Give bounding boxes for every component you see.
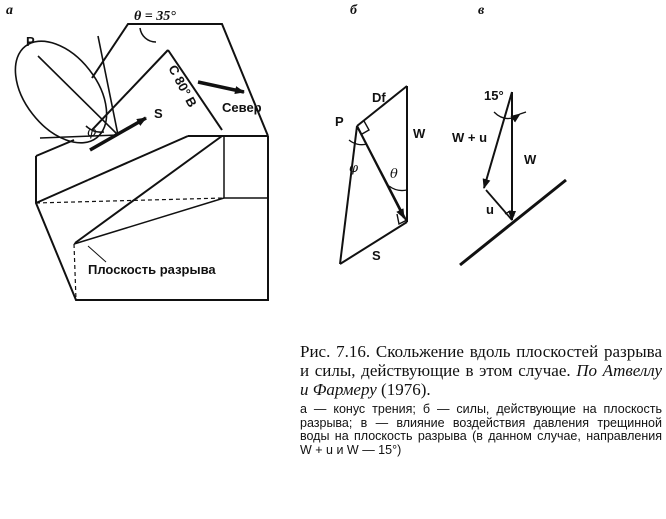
caption-year: (1976). bbox=[381, 380, 431, 399]
panel-c-letter: в bbox=[478, 3, 485, 18]
strike-label: С 80° В bbox=[165, 62, 201, 110]
panel-b-letter: б bbox=[350, 3, 357, 18]
phi-label-b: φ bbox=[349, 161, 359, 176]
p-label-b: P bbox=[335, 114, 344, 129]
u-label: u bbox=[486, 202, 494, 217]
s-label-b: S bbox=[372, 248, 381, 263]
panel-a-letter: а bbox=[6, 3, 13, 18]
w-label-b: W bbox=[413, 126, 426, 141]
s-label-a: S bbox=[154, 106, 163, 121]
water-pressure-diagram bbox=[460, 92, 566, 265]
theta-arc bbox=[140, 28, 156, 42]
wu-label: W + u bbox=[452, 130, 488, 145]
p-label-a: P bbox=[26, 34, 35, 49]
north-arrow bbox=[198, 82, 244, 92]
caption-legend: а — конус трения; б — силы, действующие на плоскость разрыва; в — влияние воздействия давления трещинной воды на плоскость разрыва (в данном случае, направления W + u и W — 15°) bbox=[300, 402, 662, 457]
caption-lead: Рис. 7.16. Скольжение вдоль плоскостей разрыва и силы, действующие в этом случае. bbox=[300, 342, 662, 380]
angle-label-c: 15° bbox=[484, 88, 504, 103]
df-label: Df bbox=[372, 90, 386, 105]
panel-c bbox=[452, 3, 566, 265]
plane-leader bbox=[88, 246, 106, 262]
w-label-c: W bbox=[524, 152, 537, 167]
panel-a bbox=[0, 3, 268, 300]
north-label: Север bbox=[222, 100, 262, 115]
figure-caption bbox=[300, 342, 662, 457]
theta-label: θ = 35° bbox=[134, 9, 176, 24]
caption-main bbox=[300, 342, 662, 399]
phi-label-a: φ bbox=[87, 125, 97, 140]
caption-source: По Атвеллу и Фармеру bbox=[300, 361, 662, 399]
panel-b bbox=[335, 3, 426, 264]
theta-label-b: θ bbox=[390, 167, 398, 182]
plane-label: Плоскость разрыва bbox=[88, 262, 216, 277]
